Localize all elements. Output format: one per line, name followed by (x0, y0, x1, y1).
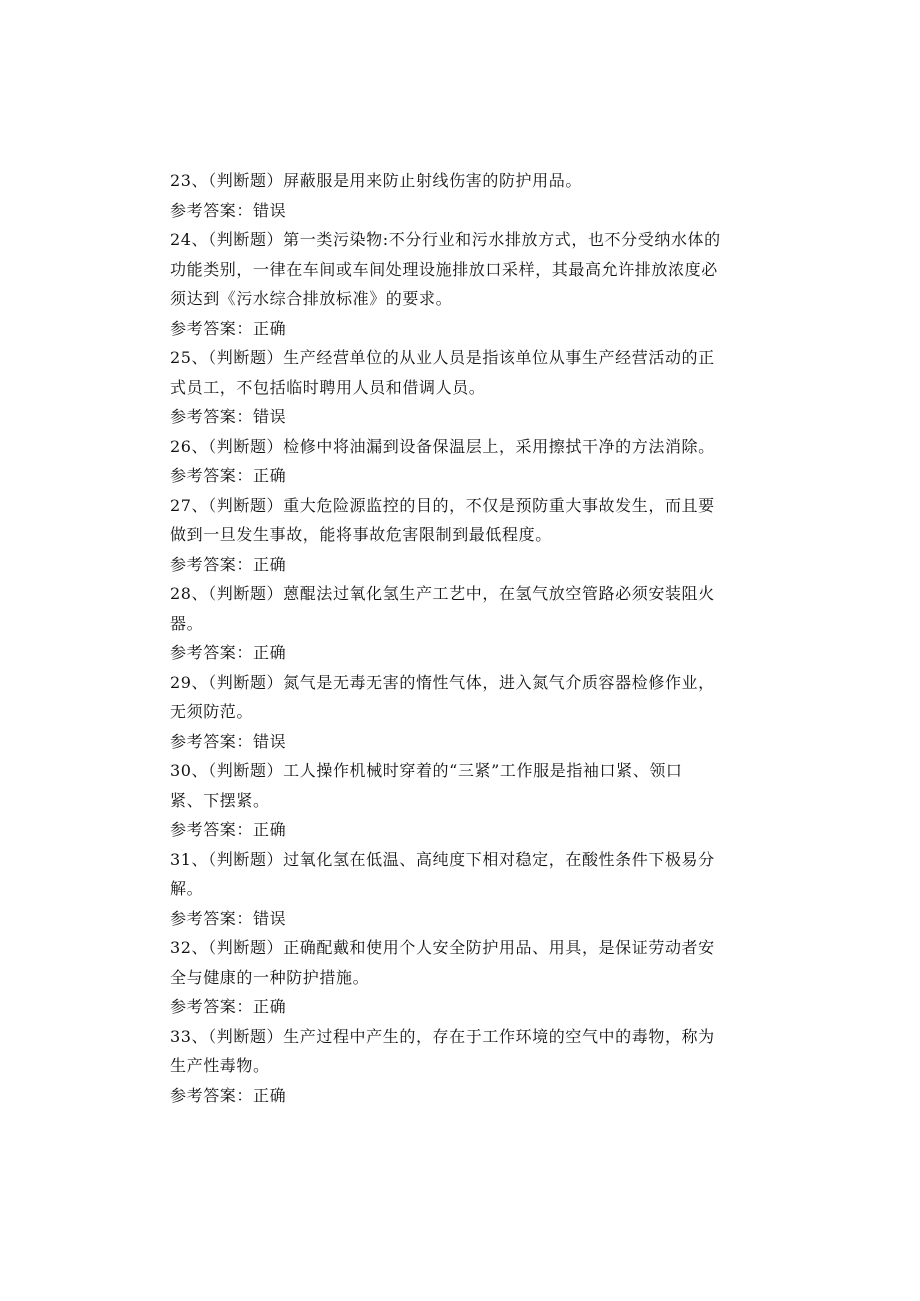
answer-text: 参考答案：错误 (170, 908, 287, 928)
question-text: 31、（判断题）过氧化氢在低温、高纯度下相对稳定，在酸性条件下极易分 (170, 849, 715, 869)
answer-text: 参考答案：错误 (170, 731, 287, 751)
answer-text: 参考答案：错误 (170, 407, 287, 426)
question-text: 解。 (170, 879, 204, 898)
question-item (170, 343, 750, 432)
answer-text: 参考答案：正确 (170, 643, 287, 662)
question-text: 功能类别，一律在车间或车间处理设施排放口采样，其最高允许排放浓度必 (170, 259, 718, 279)
question-text: 做到一旦发生事故，能将事故危害限制到最低程度。 (170, 525, 552, 544)
question-item (170, 166, 750, 225)
answer-text: 参考答案：正确 (170, 997, 287, 1016)
question-text: 33、（判断题）生产过程中产生的，存在于工作环境的空气中的毒物，称为 (170, 1026, 715, 1046)
question-text: 29、（判断题）氮气是无毒无害的惰性气体，进入氮气介质容器检修作业， (170, 672, 715, 692)
question-text: 28、（判断题）蒽醌法过氧化氢生产工艺中，在氢气放空管路必须安装阻火 (170, 584, 715, 603)
question-text: 无须防范。 (170, 702, 254, 721)
question-text: 式员工，不包括临时聘用人员和借调人员。 (170, 377, 486, 397)
answer-text: 参考答案：正确 (170, 466, 287, 485)
answer-text: 参考答案：错误 (170, 200, 287, 220)
answer-text: 参考答案：正确 (170, 318, 287, 338)
question-item (170, 579, 750, 668)
question-text: 30、（判断题）工人操作机械时穿着的“三紧”工作服是指袖口紧、领口 (170, 761, 683, 780)
question-item (170, 668, 750, 757)
question-list (170, 166, 750, 1110)
question-text: 25、（判断题）生产经营单位的从业人员是指该单位从事生产经营活动的正 (170, 348, 715, 367)
question-item (170, 756, 750, 845)
question-item (170, 225, 750, 343)
question-text: 27、（判断题）重大危险源监控的目的，不仅是预防重大事故发生，而且要 (170, 495, 715, 515)
question-text: 生产性毒物。 (170, 1056, 270, 1075)
question-item (170, 491, 750, 580)
question-text: 32、（判断题）正确配戴和使用个人安全防护用品、用具，是保证劳动者安 (170, 938, 715, 957)
question-item (170, 432, 750, 491)
question-item (170, 845, 750, 934)
answer-text: 参考答案：正确 (170, 1085, 287, 1105)
question-item (170, 1022, 750, 1111)
question-text: 24、（判断题）第一类污染物:不分行业和污水排放方式，也不分受纳水体的 (170, 230, 721, 249)
question-text: 须达到《污水综合排放标准》的要求。 (170, 289, 453, 308)
question-item (170, 933, 750, 1022)
question-text: 器。 (170, 613, 204, 633)
question-text: 全与健康的一种防护措施。 (170, 967, 370, 987)
answer-text: 参考答案：正确 (170, 554, 287, 574)
question-text: 紧、下摆紧。 (170, 790, 270, 810)
question-text: 26、（判断题）检修中将油漏到设备保温层上，采用擦拭干净的方法消除。 (170, 436, 715, 456)
question-text: 23、（判断题）屏蔽服是用来防止射线伤害的防护用品。 (170, 171, 582, 190)
answer-text: 参考答案：正确 (170, 820, 287, 839)
